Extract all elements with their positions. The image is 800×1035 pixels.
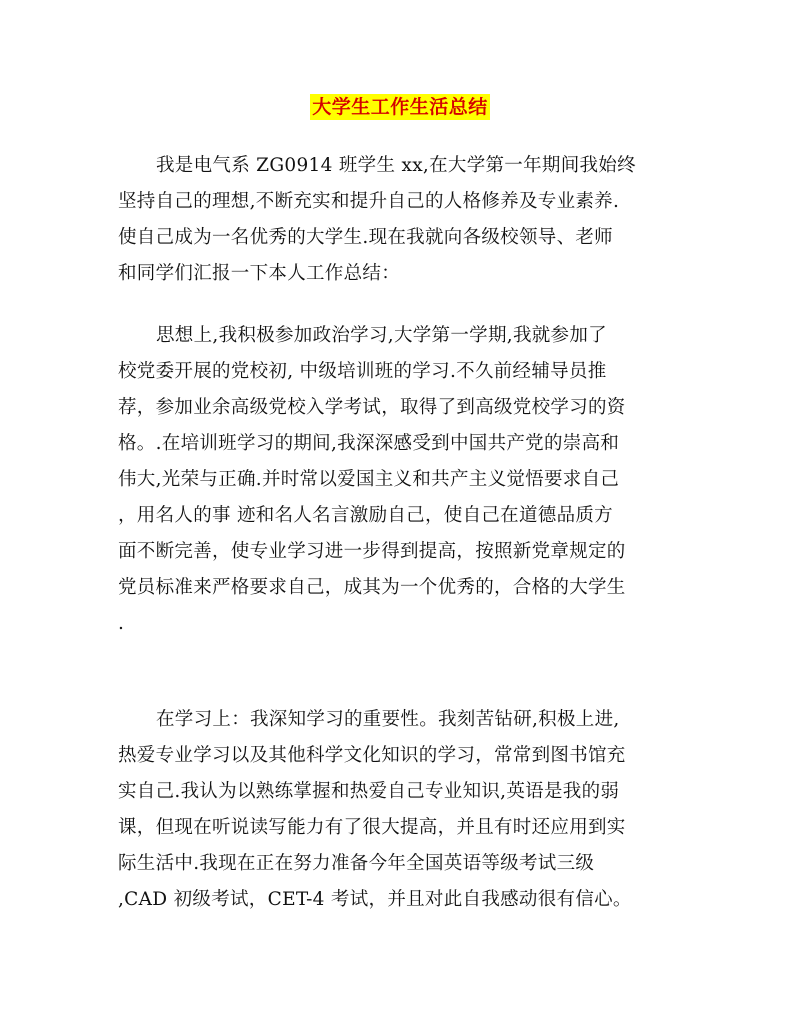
text-line: 和同学们汇报一下本人工作总结： (118, 263, 401, 284)
text-line: 在学习上：我深知学习的重要性。我刻苦钻研,积极上进, (156, 709, 620, 730)
paragraph-intro (118, 148, 688, 292)
text-line: 党员标准来严格要求自己，成其为一个优秀的，合格的大学生 (118, 577, 626, 598)
text-line: ,CAD 初级考试，CET-4 考试，并且对此自我感动很有信心。 (118, 889, 632, 910)
text-line: 使自己成为一名优秀的大学生.现在我就向各级校领导、老师 (118, 227, 613, 248)
text-line: 面不断完善，使专业学习进一步得到提高，按照新党章规定的 (118, 541, 626, 562)
text-line: 我是电气系 ZG0914 班学生 xx,在大学第一年期间我始终 (156, 155, 636, 176)
text-line: 格。.在培训班学习的期间,我深深感受到中国共产党的崇高和 (118, 433, 620, 454)
text-line: 思想上,我积极参加政治学习,大学第一学期,我就参加了 (156, 325, 607, 346)
text-line: 伟大,光荣与正确.并时常以爱国主义和共产主义觉悟要求自己 (118, 469, 620, 490)
text-line: 热爱专业学习以及其他科学文化知识的学习，常常到图书馆充 (118, 745, 626, 766)
text-line: 课，但现在听说读写能力有了很大提高，并且有时还应用到实 (118, 817, 626, 838)
paragraph-ideology (118, 318, 688, 642)
text-line: 荐，参加业余高级党校入学考试，取得了到高级党校学习的资 (118, 397, 626, 418)
text-line: 际生活中.我现在正在努力准备今年全国英语等级考试三级 (118, 853, 595, 874)
text-line: 实自己.我认为以熟练掌握和热爱自己专业知识,英语是我的弱 (118, 781, 620, 802)
text-line: . (118, 613, 125, 634)
paragraph-study (118, 702, 688, 918)
document-title: 大学生工作生活总结 (312, 96, 488, 118)
text-line: ，用名人的事 迹和名人名言激励自己，使自己在道德品质方 (118, 505, 613, 526)
title-container (0, 94, 800, 120)
text-line: 坚持自己的理想,不断充实和提升自己的人格修养及专业素养. (118, 191, 620, 212)
text-line: 校党委开展的党校初, 中级培训班的学习.不久前经辅导员推 (118, 361, 607, 382)
